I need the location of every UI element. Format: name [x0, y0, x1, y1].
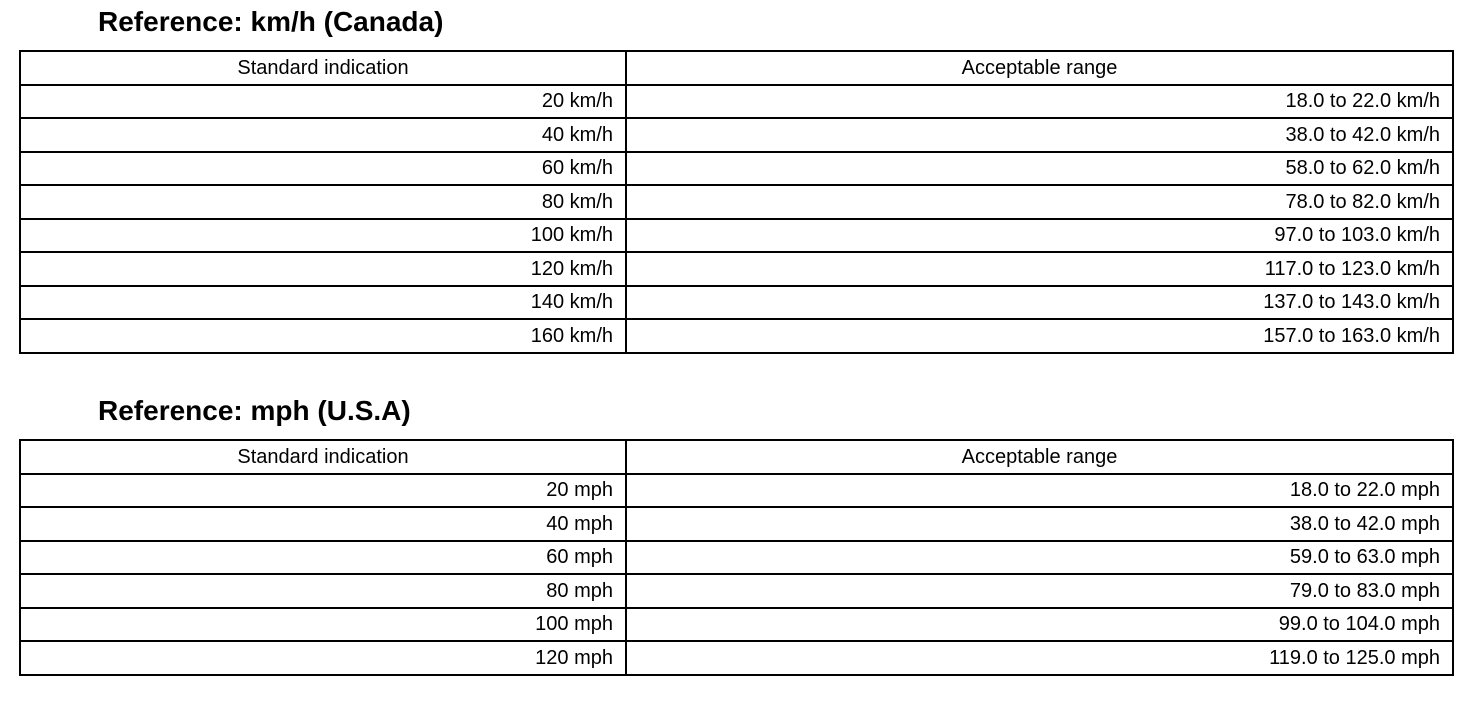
table-row: [20, 219, 1453, 253]
cell-standard-indication: 140 km/h: [20, 286, 626, 320]
speed-table-usa: [19, 439, 1454, 676]
cell-acceptable-range: 119.0 to 125.0 mph: [626, 641, 1453, 675]
cell-acceptable-range: 99.0 to 104.0 mph: [626, 608, 1453, 642]
section-title-canada: Reference: km/h (Canada): [98, 6, 444, 37]
cell-standard-indication: 100 km/h: [20, 219, 626, 253]
table-row: [20, 541, 1453, 575]
table-row: [20, 319, 1453, 353]
header-standard-indication: Standard indication: [20, 440, 626, 474]
table-row: [20, 185, 1453, 219]
table-row: [20, 608, 1453, 642]
cell-acceptable-range: 137.0 to 143.0 km/h: [626, 286, 1453, 320]
speed-table-canada: [19, 50, 1454, 354]
table-header-row: [20, 51, 1453, 85]
table-row: [20, 118, 1453, 152]
cell-acceptable-range: 79.0 to 83.0 mph: [626, 574, 1453, 608]
cell-acceptable-range: 59.0 to 63.0 mph: [626, 541, 1453, 575]
cell-standard-indication: 20 mph: [20, 474, 626, 508]
section-title-usa: Reference: mph (U.S.A): [98, 395, 411, 426]
cell-standard-indication: 60 km/h: [20, 152, 626, 186]
table-header-row: [20, 440, 1453, 474]
cell-standard-indication: 40 mph: [20, 507, 626, 541]
cell-standard-indication: 160 km/h: [20, 319, 626, 353]
header-acceptable-range: Acceptable range: [626, 51, 1453, 85]
cell-standard-indication: 80 km/h: [20, 185, 626, 219]
cell-acceptable-range: 157.0 to 163.0 km/h: [626, 319, 1453, 353]
cell-acceptable-range: 18.0 to 22.0 mph: [626, 474, 1453, 508]
header-standard-indication: Standard indication: [20, 51, 626, 85]
cell-acceptable-range: 18.0 to 22.0 km/h: [626, 85, 1453, 119]
cell-standard-indication: 60 mph: [20, 541, 626, 575]
cell-acceptable-range: 97.0 to 103.0 km/h: [626, 219, 1453, 253]
table-row: [20, 252, 1453, 286]
table-row: [20, 85, 1453, 119]
cell-acceptable-range: 38.0 to 42.0 mph: [626, 507, 1453, 541]
table-row: [20, 474, 1453, 508]
cell-acceptable-range: 58.0 to 62.0 km/h: [626, 152, 1453, 186]
cell-standard-indication: 120 mph: [20, 641, 626, 675]
cell-standard-indication: 120 km/h: [20, 252, 626, 286]
cell-acceptable-range: 78.0 to 82.0 km/h: [626, 185, 1453, 219]
cell-standard-indication: 100 mph: [20, 608, 626, 642]
header-acceptable-range: Acceptable range: [626, 440, 1453, 474]
table-row: [20, 152, 1453, 186]
cell-acceptable-range: 117.0 to 123.0 km/h: [626, 252, 1453, 286]
table-row: [20, 286, 1453, 320]
table-row: [20, 574, 1453, 608]
cell-standard-indication: 40 km/h: [20, 118, 626, 152]
table-row: [20, 507, 1453, 541]
cell-acceptable-range: 38.0 to 42.0 km/h: [626, 118, 1453, 152]
cell-standard-indication: 20 km/h: [20, 85, 626, 119]
table-row: [20, 641, 1453, 675]
cell-standard-indication: 80 mph: [20, 574, 626, 608]
